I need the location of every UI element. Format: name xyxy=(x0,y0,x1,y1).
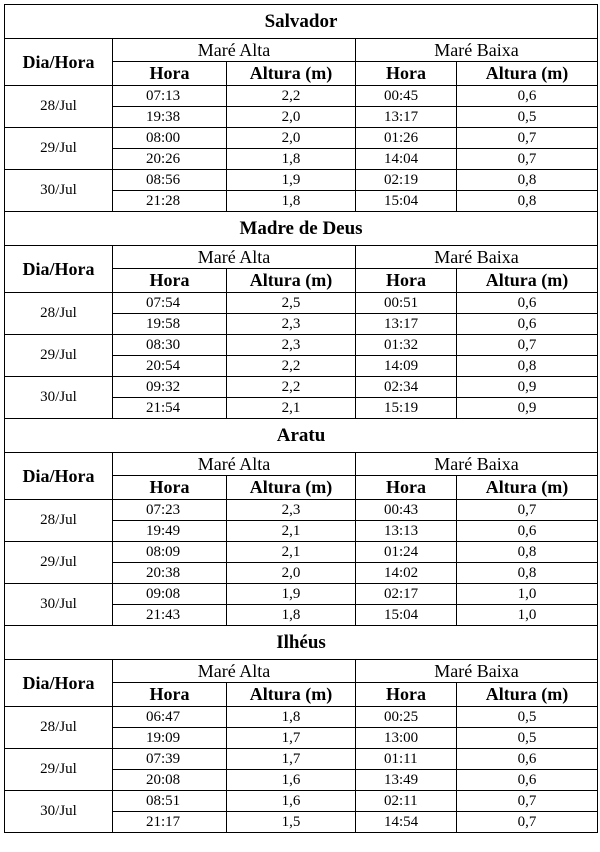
day-label: 28/Jul xyxy=(5,293,113,335)
group-header-row xyxy=(5,39,598,62)
high-tide-time: 07:54 xyxy=(113,293,227,314)
mare-alta-header: Maré Alta xyxy=(113,453,356,476)
location-title-row xyxy=(5,212,598,246)
high-tide-time: 19:38 xyxy=(113,107,227,128)
high-tide-height: 1,7 xyxy=(227,728,356,749)
low-tide-time: 01:11 xyxy=(356,749,457,770)
day-label: 30/Jul xyxy=(5,377,113,419)
hora-header: Hora xyxy=(113,269,227,293)
hora-header: Hora xyxy=(113,62,227,86)
high-tide-time: 19:09 xyxy=(113,728,227,749)
high-tide-height: 2,0 xyxy=(227,107,356,128)
altura-header: Altura (m) xyxy=(227,683,356,707)
high-tide-height: 2,2 xyxy=(227,356,356,377)
low-tide-height: 0,7 xyxy=(457,128,598,149)
high-tide-height: 2,0 xyxy=(227,563,356,584)
tide-tables-document xyxy=(4,4,597,833)
altura-header: Altura (m) xyxy=(227,476,356,500)
day-label: 28/Jul xyxy=(5,707,113,749)
low-tide-height: 0,8 xyxy=(457,191,598,212)
low-tide-time: 01:24 xyxy=(356,542,457,563)
high-tide-height: 1,8 xyxy=(227,149,356,170)
high-tide-time: 08:51 xyxy=(113,791,227,812)
low-tide-time: 15:04 xyxy=(356,191,457,212)
high-tide-time: 20:38 xyxy=(113,563,227,584)
low-tide-height: 0,9 xyxy=(457,398,598,419)
tide-data-row xyxy=(5,791,598,812)
high-tide-time: 19:49 xyxy=(113,521,227,542)
mare-alta-header: Maré Alta xyxy=(113,39,356,62)
altura-header: Altura (m) xyxy=(457,269,598,293)
high-tide-time: 07:23 xyxy=(113,500,227,521)
high-tide-time: 06:47 xyxy=(113,707,227,728)
high-tide-height: 1,9 xyxy=(227,170,356,191)
low-tide-time: 01:32 xyxy=(356,335,457,356)
location-title: Salvador xyxy=(5,5,598,39)
high-tide-time: 20:26 xyxy=(113,149,227,170)
high-tide-height: 1,8 xyxy=(227,707,356,728)
low-tide-time: 14:54 xyxy=(356,812,457,833)
altura-header: Altura (m) xyxy=(457,476,598,500)
high-tide-height: 2,3 xyxy=(227,500,356,521)
hora-header: Hora xyxy=(113,476,227,500)
low-tide-height: 1,0 xyxy=(457,584,598,605)
tide-data-row xyxy=(5,170,598,191)
group-header-row xyxy=(5,660,598,683)
low-tide-time: 13:13 xyxy=(356,521,457,542)
high-tide-time: 07:13 xyxy=(113,86,227,107)
low-tide-height: 1,0 xyxy=(457,605,598,626)
low-tide-time: 13:17 xyxy=(356,314,457,335)
mare-alta-header: Maré Alta xyxy=(113,246,356,269)
low-tide-height: 0,5 xyxy=(457,728,598,749)
tide-data-row xyxy=(5,335,598,356)
high-tide-height: 1,8 xyxy=(227,191,356,212)
high-tide-time: 19:58 xyxy=(113,314,227,335)
day-label: 28/Jul xyxy=(5,500,113,542)
low-tide-height: 0,6 xyxy=(457,86,598,107)
high-tide-height: 2,3 xyxy=(227,314,356,335)
tide-table-body xyxy=(5,5,598,833)
low-tide-height: 0,5 xyxy=(457,707,598,728)
low-tide-height: 0,6 xyxy=(457,770,598,791)
tide-data-row xyxy=(5,128,598,149)
low-tide-height: 0,5 xyxy=(457,107,598,128)
low-tide-height: 0,8 xyxy=(457,356,598,377)
low-tide-time: 00:45 xyxy=(356,86,457,107)
low-tide-height: 0,8 xyxy=(457,563,598,584)
location-title: Aratu xyxy=(5,419,598,453)
dia-hora-header: Dia/Hora xyxy=(5,660,113,707)
tide-table xyxy=(4,4,598,833)
location-title-row xyxy=(5,419,598,453)
high-tide-height: 2,0 xyxy=(227,128,356,149)
day-label: 29/Jul xyxy=(5,128,113,170)
hora-header: Hora xyxy=(356,683,457,707)
tide-data-row xyxy=(5,293,598,314)
tide-data-row xyxy=(5,749,598,770)
tide-data-row xyxy=(5,584,598,605)
low-tide-height: 0,6 xyxy=(457,293,598,314)
low-tide-time: 14:02 xyxy=(356,563,457,584)
low-tide-time: 00:25 xyxy=(356,707,457,728)
high-tide-height: 1,9 xyxy=(227,584,356,605)
mare-baixa-header: Maré Baixa xyxy=(356,39,598,62)
high-tide-time: 21:28 xyxy=(113,191,227,212)
low-tide-time: 01:26 xyxy=(356,128,457,149)
high-tide-time: 08:00 xyxy=(113,128,227,149)
location-title: Ilhéus xyxy=(5,626,598,660)
dia-hora-header: Dia/Hora xyxy=(5,453,113,500)
low-tide-height: 0,9 xyxy=(457,377,598,398)
low-tide-height: 0,7 xyxy=(457,149,598,170)
low-tide-height: 0,8 xyxy=(457,542,598,563)
hora-header: Hora xyxy=(113,683,227,707)
altura-header: Altura (m) xyxy=(457,62,598,86)
low-tide-time: 00:51 xyxy=(356,293,457,314)
low-tide-height: 0,8 xyxy=(457,170,598,191)
high-tide-height: 1,7 xyxy=(227,749,356,770)
low-tide-time: 02:34 xyxy=(356,377,457,398)
hora-header: Hora xyxy=(356,476,457,500)
hora-header: Hora xyxy=(356,269,457,293)
low-tide-time: 13:17 xyxy=(356,107,457,128)
high-tide-time: 20:08 xyxy=(113,770,227,791)
mare-alta-header: Maré Alta xyxy=(113,660,356,683)
tide-data-row xyxy=(5,542,598,563)
mare-baixa-header: Maré Baixa xyxy=(356,660,598,683)
day-label: 30/Jul xyxy=(5,584,113,626)
high-tide-height: 2,1 xyxy=(227,542,356,563)
tide-data-row xyxy=(5,500,598,521)
high-tide-height: 2,1 xyxy=(227,521,356,542)
low-tide-height: 0,6 xyxy=(457,521,598,542)
high-tide-time: 08:30 xyxy=(113,335,227,356)
low-tide-height: 0,6 xyxy=(457,314,598,335)
high-tide-time: 21:17 xyxy=(113,812,227,833)
low-tide-time: 15:19 xyxy=(356,398,457,419)
location-title-row xyxy=(5,5,598,39)
high-tide-height: 2,2 xyxy=(227,377,356,398)
day-label: 29/Jul xyxy=(5,749,113,791)
group-header-row xyxy=(5,453,598,476)
day-label: 30/Jul xyxy=(5,170,113,212)
high-tide-height: 1,5 xyxy=(227,812,356,833)
low-tide-time: 02:19 xyxy=(356,170,457,191)
mare-baixa-header: Maré Baixa xyxy=(356,453,598,476)
high-tide-height: 2,1 xyxy=(227,398,356,419)
low-tide-time: 14:04 xyxy=(356,149,457,170)
high-tide-time: 21:54 xyxy=(113,398,227,419)
group-header-row xyxy=(5,246,598,269)
tide-data-row xyxy=(5,707,598,728)
high-tide-height: 1,6 xyxy=(227,791,356,812)
high-tide-time: 08:09 xyxy=(113,542,227,563)
high-tide-time: 07:39 xyxy=(113,749,227,770)
low-tide-height: 0,7 xyxy=(457,500,598,521)
high-tide-height: 1,8 xyxy=(227,605,356,626)
low-tide-time: 02:11 xyxy=(356,791,457,812)
tide-data-row xyxy=(5,377,598,398)
low-tide-time: 15:04 xyxy=(356,605,457,626)
high-tide-time: 09:32 xyxy=(113,377,227,398)
high-tide-time: 21:43 xyxy=(113,605,227,626)
day-label: 29/Jul xyxy=(5,335,113,377)
low-tide-height: 0,7 xyxy=(457,812,598,833)
day-label: 29/Jul xyxy=(5,542,113,584)
day-label: 30/Jul xyxy=(5,791,113,833)
hora-header: Hora xyxy=(356,62,457,86)
day-label: 28/Jul xyxy=(5,86,113,128)
location-title-row xyxy=(5,626,598,660)
high-tide-height: 2,3 xyxy=(227,335,356,356)
high-tide-height: 2,5 xyxy=(227,293,356,314)
high-tide-height: 1,6 xyxy=(227,770,356,791)
altura-header: Altura (m) xyxy=(227,62,356,86)
high-tide-time: 09:08 xyxy=(113,584,227,605)
dia-hora-header: Dia/Hora xyxy=(5,246,113,293)
location-title: Madre de Deus xyxy=(5,212,598,246)
low-tide-height: 0,7 xyxy=(457,335,598,356)
dia-hora-header: Dia/Hora xyxy=(5,39,113,86)
low-tide-height: 0,7 xyxy=(457,791,598,812)
altura-header: Altura (m) xyxy=(457,683,598,707)
high-tide-time: 20:54 xyxy=(113,356,227,377)
low-tide-time: 13:00 xyxy=(356,728,457,749)
mare-baixa-header: Maré Baixa xyxy=(356,246,598,269)
high-tide-height: 2,2 xyxy=(227,86,356,107)
low-tide-time: 00:43 xyxy=(356,500,457,521)
high-tide-time: 08:56 xyxy=(113,170,227,191)
altura-header: Altura (m) xyxy=(227,269,356,293)
low-tide-time: 14:09 xyxy=(356,356,457,377)
tide-data-row xyxy=(5,86,598,107)
low-tide-time: 13:49 xyxy=(356,770,457,791)
low-tide-time: 02:17 xyxy=(356,584,457,605)
low-tide-height: 0,6 xyxy=(457,749,598,770)
